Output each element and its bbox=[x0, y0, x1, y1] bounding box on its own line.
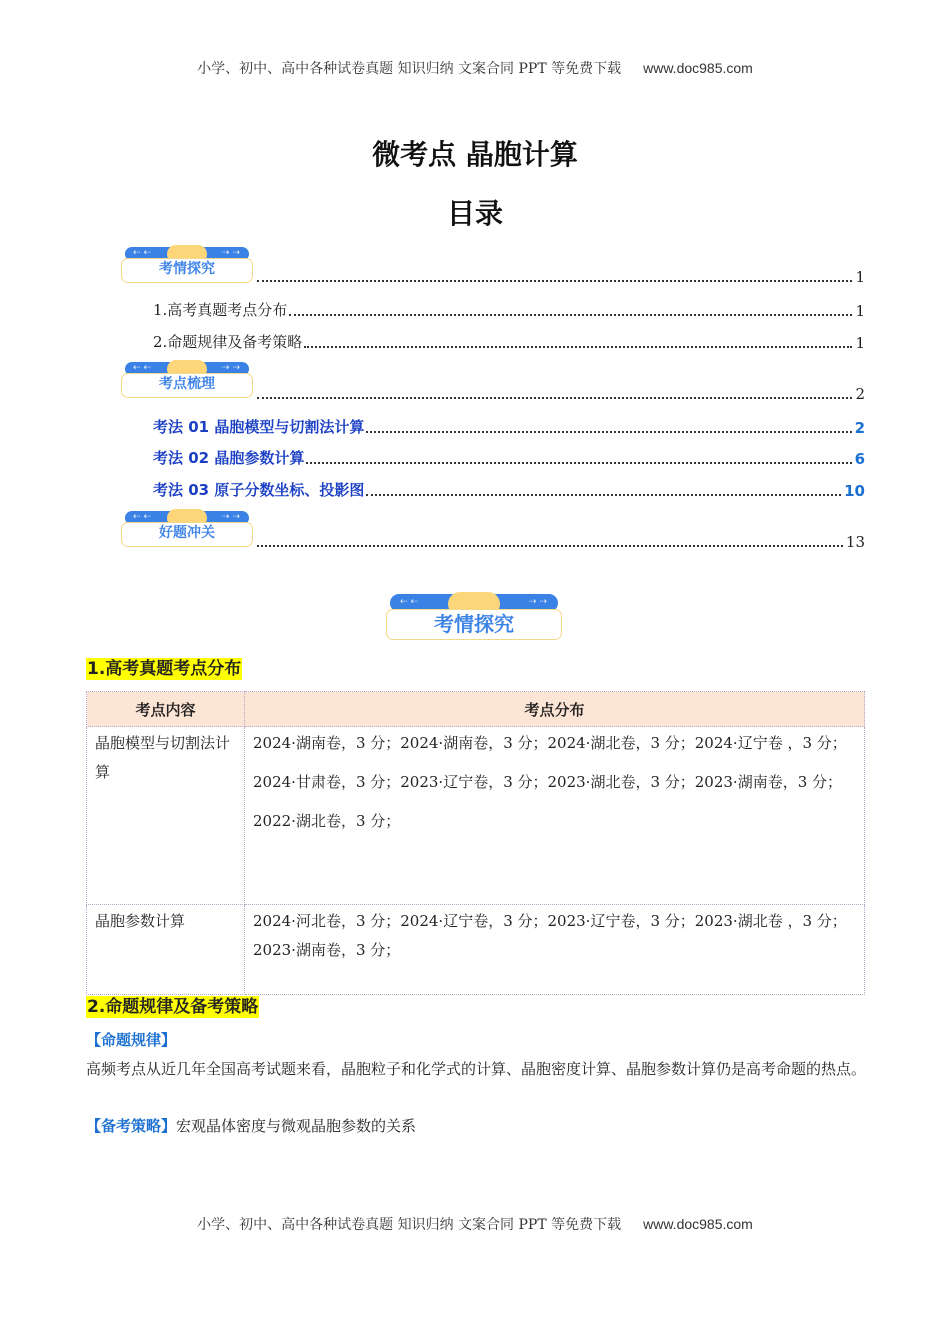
rule-label-text: 【命题规律】 bbox=[86, 1031, 177, 1049]
toc-page: 2 bbox=[854, 419, 865, 437]
badge-label: 考点梳理 bbox=[121, 373, 253, 398]
strategy-label: 【备考策略】 bbox=[86, 1117, 177, 1135]
toc-title: 目录 bbox=[446, 197, 503, 230]
section-heading-1: 1.高考真题考点分布 bbox=[87, 659, 242, 679]
dist-line: 2024·河北卷，3 分；2024·辽宁卷，3 分；2023·辽宁卷，3 分；2023·湖北卷 ，3 分； bbox=[253, 912, 847, 930]
header-text: 小学、初中、高中各种试卷真题 知识归纳 文案合同 PPT 等免费下载 bbox=[197, 61, 622, 77]
footer-text: 小学、初中、高中各种试卷真题 知识归纳 文案合同 PPT 等免费下载 bbox=[197, 1217, 622, 1233]
toc-item[interactable] bbox=[153, 447, 865, 468]
page-header bbox=[0, 58, 950, 78]
dist-line: 2022·湖北卷，3 分； bbox=[253, 812, 401, 830]
toc-label: 考法 03 原子分数坐标、投影图 bbox=[153, 481, 365, 499]
badge-kaoqing: ⇠⇠ ⇢⇢ 考情探究 bbox=[121, 247, 253, 283]
dist-line: 2024·湖南卷，3 分；2024·湖南卷，3 分；2024·湖北卷，3 分；2024·辽宁卷 ，3 分； bbox=[253, 734, 847, 752]
badge-haoti: ⇠⇠ ⇢⇢ 好题冲关 bbox=[121, 511, 253, 547]
page-footer bbox=[0, 1214, 950, 1234]
badge-kaodian: ⇠⇠ ⇢⇢ 考点梳理 bbox=[121, 362, 253, 398]
dist-line: 2023·湖南卷，3 分； bbox=[253, 941, 401, 959]
section-heading-2: 2.命题规律及备考策略 bbox=[87, 997, 259, 1017]
table-row bbox=[87, 727, 865, 905]
toc-item[interactable] bbox=[255, 385, 865, 403]
toc-label: 2.命题规律及备考策略 bbox=[153, 333, 303, 351]
toc-label: 1.高考真题考点分布 bbox=[153, 301, 288, 319]
badge-label: 好题冲关 bbox=[121, 522, 253, 547]
strategy bbox=[86, 1112, 866, 1141]
dist-line: 2024·甘肃卷，3 分；2023·辽宁卷，3 分；2023·湖北卷，3 分；2023·湖南卷，3 分； bbox=[253, 773, 843, 791]
footer-url[interactable]: www.doc985.com bbox=[643, 1216, 753, 1232]
strategy-text: 宏观晶体密度与微观晶胞参数的关系 bbox=[176, 1117, 417, 1135]
table-row bbox=[87, 905, 865, 995]
toc-item[interactable] bbox=[153, 416, 865, 437]
section-badge: ⇠⇠ ⇢⇢ 考情探究 bbox=[386, 594, 562, 640]
toc-page: 10 bbox=[844, 482, 865, 500]
badge-label: 考情探究 bbox=[121, 258, 253, 283]
toc-item[interactable] bbox=[153, 479, 865, 500]
toc-item[interactable] bbox=[153, 331, 865, 352]
toc-label: 考法 01 晶胞模型与切割法计算 bbox=[153, 418, 365, 436]
toc-label: 考法 02 晶胞参数计算 bbox=[153, 449, 305, 467]
toc-page: 1 bbox=[855, 302, 865, 320]
toc-page: 13 bbox=[845, 533, 865, 551]
topic-cell: 晶胞模型与切割法计算 bbox=[87, 727, 245, 905]
rule-label bbox=[86, 1026, 866, 1055]
toc-item[interactable] bbox=[255, 268, 865, 286]
topic-cell: 晶胞参数计算 bbox=[87, 905, 245, 995]
toc-page: 2 bbox=[855, 385, 865, 403]
toc-item[interactable] bbox=[255, 533, 865, 551]
toc-page: 1 bbox=[855, 268, 865, 286]
rule-text: 高频考点从近几年全国高考试题来看，晶胞粒子和化学式的计算、晶胞密度计算、晶胞参数计算仍是高考命题的热点。 bbox=[86, 1060, 867, 1078]
toc-item[interactable] bbox=[153, 299, 865, 320]
toc-page: 1 bbox=[855, 334, 865, 352]
col-header: 考点内容 bbox=[87, 692, 245, 727]
document-title: 微考点 晶胞计算 bbox=[372, 138, 578, 171]
exam-distribution-table bbox=[86, 691, 865, 995]
badge-label: 考情探究 bbox=[386, 609, 562, 640]
col-header: 考点分布 bbox=[245, 692, 865, 727]
toc-page: 6 bbox=[854, 450, 865, 468]
header-url[interactable]: www.doc985.com bbox=[643, 60, 753, 76]
